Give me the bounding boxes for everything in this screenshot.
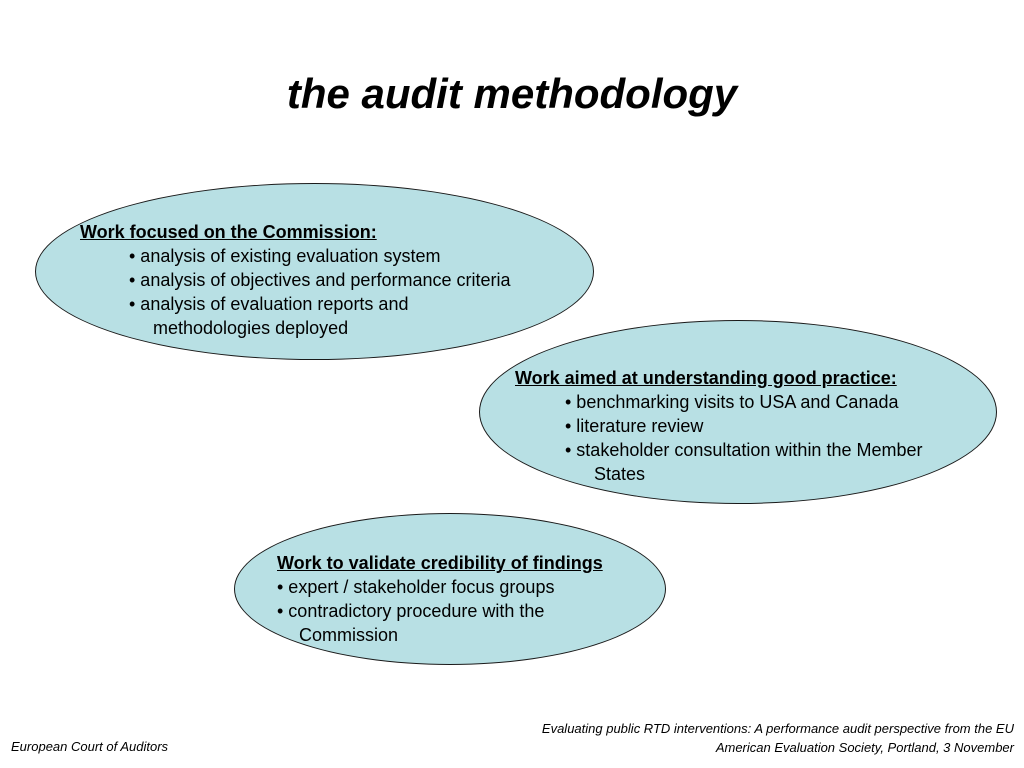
- list-item: • expert / stakeholder focus groups: [277, 577, 555, 597]
- footer-presentation-title: Evaluating public RTD interventions: A performance audit perspective from the EU: [541, 721, 1014, 736]
- list-item: • literature review: [565, 416, 704, 436]
- good-practice-text: [515, 366, 923, 486]
- list-item-continuation: methodologies deployed: [153, 318, 349, 338]
- list-item: • contradictory procedure with the: [277, 601, 545, 621]
- list-item: • analysis of existing evaluation system: [129, 246, 441, 266]
- list-item: • analysis of objectives and performance criteria: [129, 270, 511, 290]
- footer-event: American Evaluation Society, Portland, 3 November: [715, 740, 1014, 755]
- slide-title: the audit methodology: [286, 70, 738, 117]
- good-practice-heading: Work aimed at understanding good practice:: [515, 368, 897, 388]
- footer-presentation-info: [542, 719, 1014, 757]
- validation-heading: Work to validate credibility of findings: [277, 553, 603, 573]
- validation-text: [277, 551, 603, 647]
- commission-work-text: [80, 220, 510, 340]
- list-item: • analysis of evaluation reports and: [129, 294, 409, 314]
- list-item-continuation: States: [594, 464, 646, 484]
- commission-work-heading: Work focused on the Commission:: [80, 222, 377, 242]
- footer-organization: European Court of Auditors: [11, 739, 169, 754]
- list-item: • stakeholder consultation within the Member: [565, 440, 923, 460]
- list-item-continuation: Commission: [299, 625, 399, 645]
- list-item: • benchmarking visits to USA and Canada: [565, 392, 899, 412]
